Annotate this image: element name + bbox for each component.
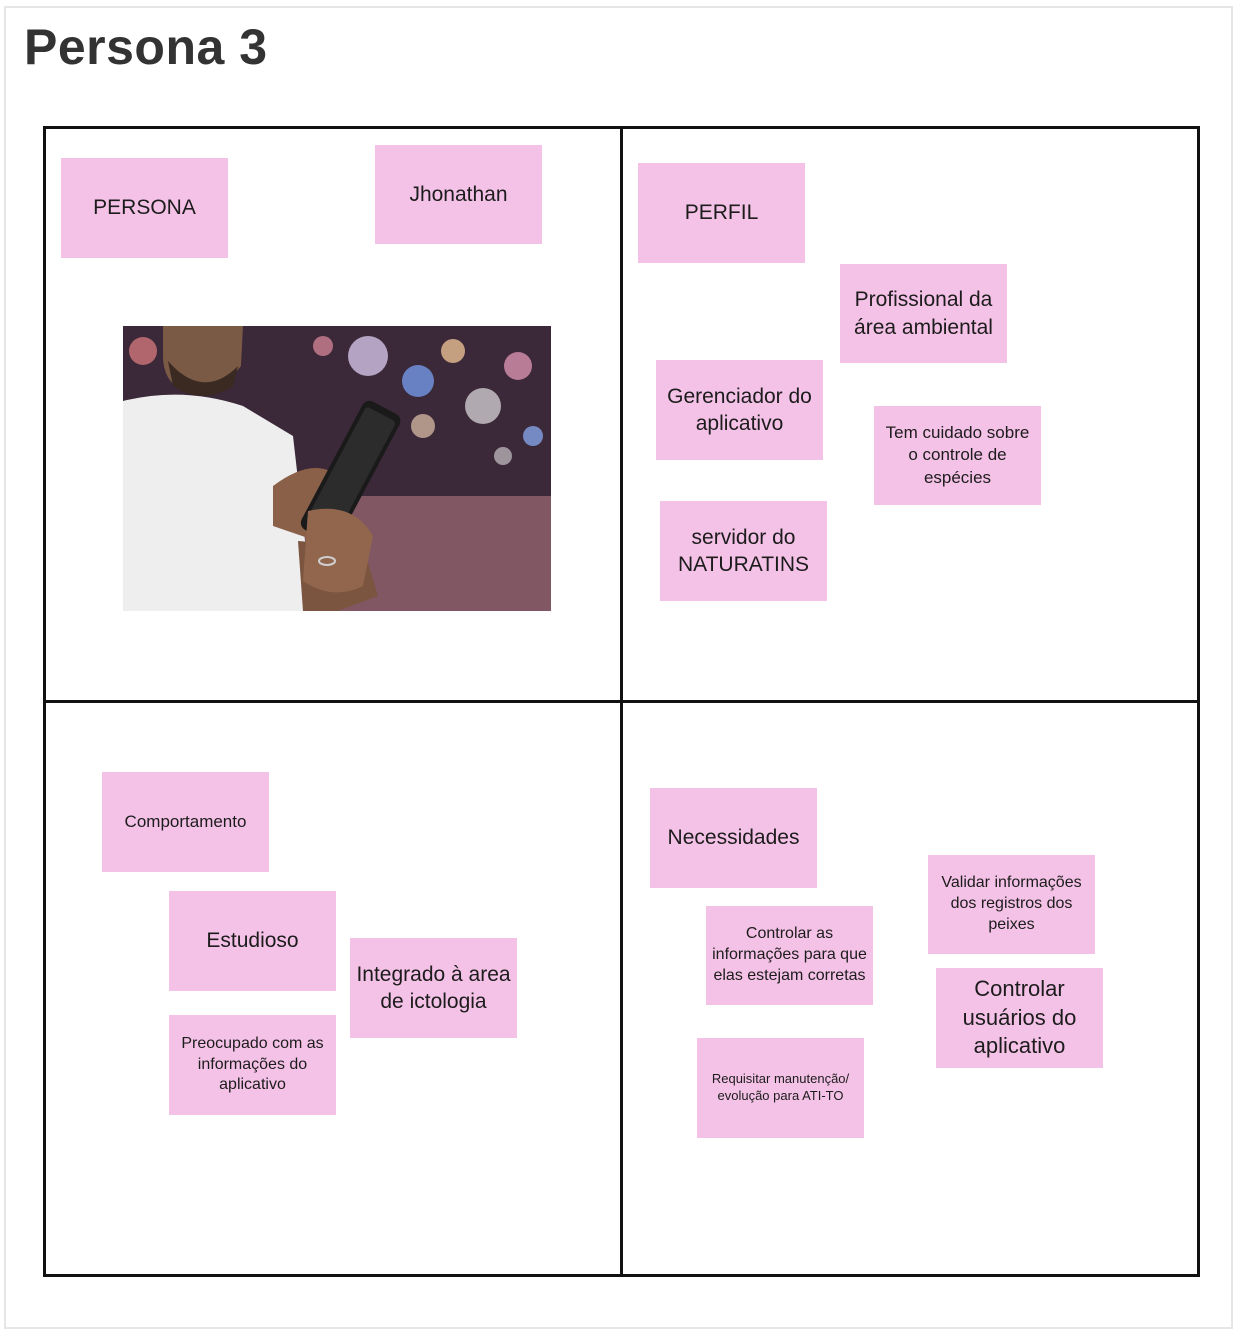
- grid-horizontal-divider: [43, 700, 1200, 703]
- sticky-profissional-area-ambiental[interactable]: Profissional da área ambiental: [840, 264, 1007, 363]
- sticky-requisitar-manutencao[interactable]: Requisitar manutenção/ evolução para ATI-TO: [697, 1038, 864, 1138]
- sticky-gerenciador-aplicativo[interactable]: Gerenciador do aplicativo: [656, 360, 823, 460]
- sticky-perfil-heading[interactable]: PERFIL: [638, 163, 805, 263]
- page-title: Persona 3: [24, 19, 268, 75]
- sticky-cuidado-controle-especies[interactable]: Tem cuidado sobre o controle de espécies: [874, 406, 1041, 505]
- sticky-servidor-naturatins[interactable]: servidor do NATURATINS: [660, 501, 827, 601]
- sticky-validar-registros-peixes[interactable]: Validar informações dos registros dos peixes: [928, 855, 1095, 954]
- sticky-necessidades-heading[interactable]: Necessidades: [650, 788, 817, 888]
- sticky-integrado-ictologia[interactable]: Integrado à area de ictologia: [350, 938, 517, 1038]
- sticky-estudioso[interactable]: Estudioso: [169, 891, 336, 991]
- sticky-comportamento-heading[interactable]: Comportamento: [102, 772, 269, 872]
- sticky-preocupado-informacoes[interactable]: Preocupado com as informações do aplicativo: [169, 1015, 336, 1115]
- sticky-persona-name[interactable]: Jhonathan: [375, 145, 542, 244]
- man-holding-smartphone-photo: [123, 326, 551, 611]
- sticky-persona-heading[interactable]: PERSONA: [61, 158, 228, 258]
- sticky-controlar-informacoes[interactable]: Controlar as informações para que elas estejam corretas: [706, 906, 873, 1005]
- sticky-controlar-usuarios[interactable]: Controlar usuários do aplicativo: [936, 968, 1103, 1068]
- persona-photo[interactable]: [123, 326, 551, 611]
